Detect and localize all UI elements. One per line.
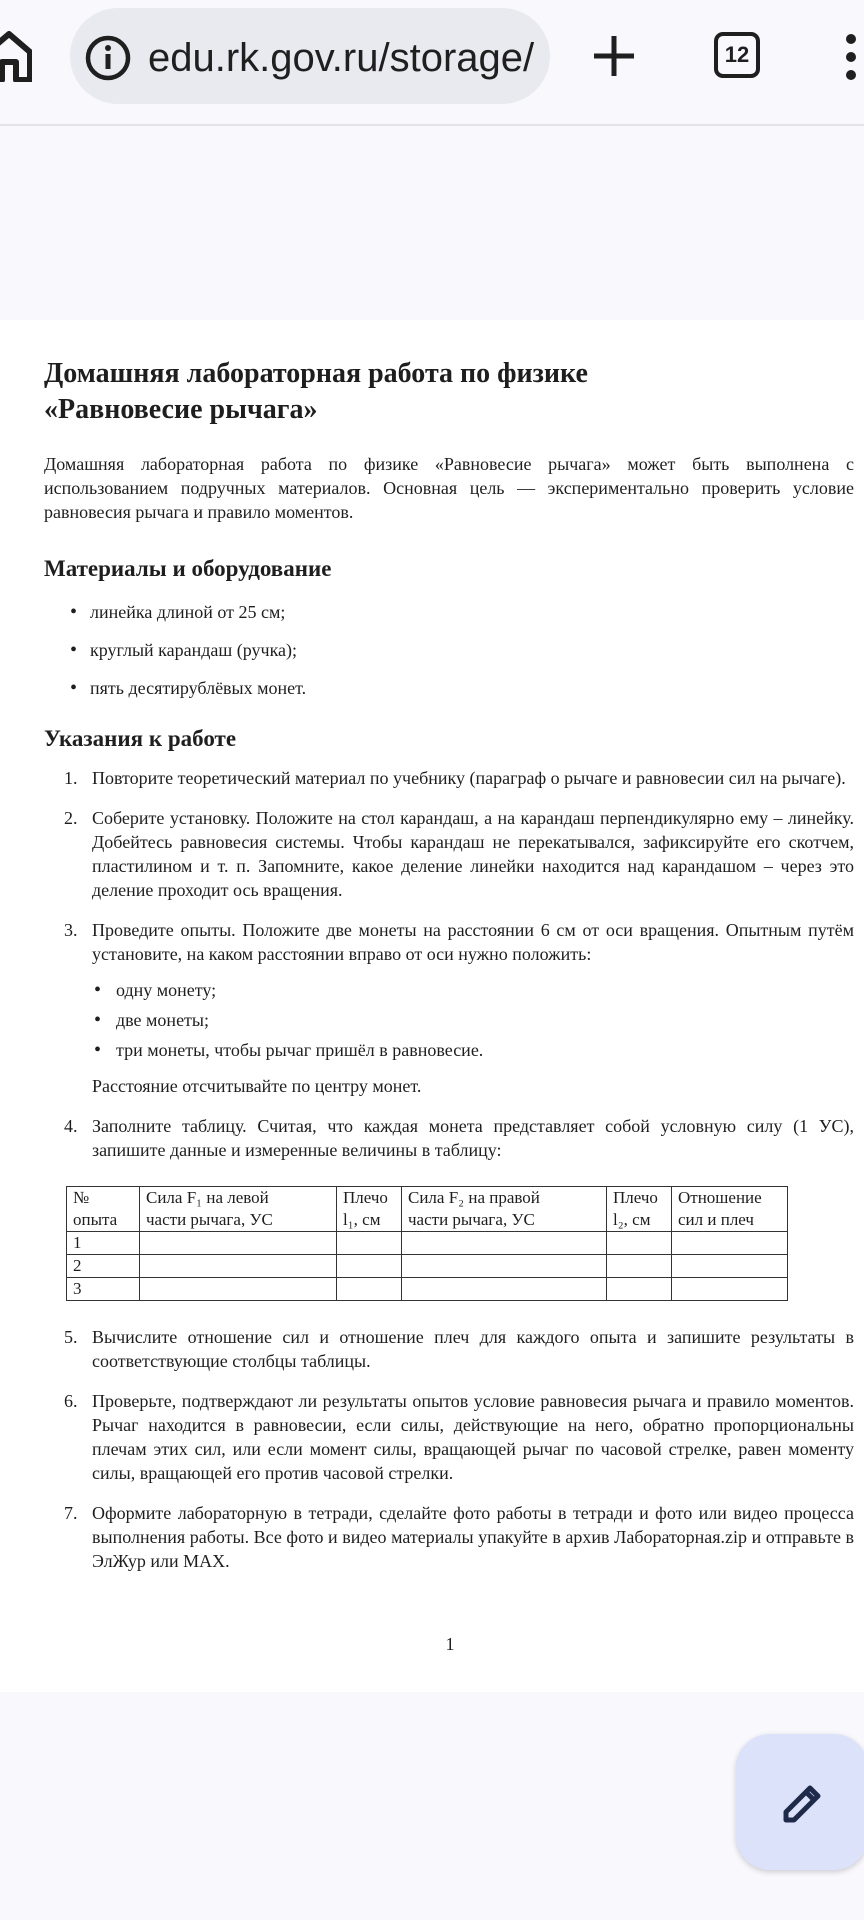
tab-switcher-button[interactable] (714, 32, 760, 78)
step3-sublist (92, 978, 854, 1062)
list-item: • пять десятирублёвых монет. (44, 676, 854, 700)
intro-paragraph: Домашняя лабораторная работа по физике «Равновесие рычага» может быть выполнена с использованием подручных материалов. Основная цель — экспериментально проверить условие равновесия рычага и правило моментов. (44, 454, 854, 522)
step-text: Оформите лабораторную в тетради, сделайте фото работы в тетради и фото или видео процесса выполнения работы. Все фото и видео материалы упакуйте в архив Лабораторная.zip и отправьте в ЭлЖур или MAX. (92, 1503, 854, 1571)
table-header: Сила F₁ на левой части рычага, УС (140, 1187, 337, 1232)
title-line-2: «Равновесие рычага» (44, 394, 318, 425)
pencil-icon (780, 1780, 826, 1826)
table-row (67, 1232, 788, 1255)
document-title (44, 356, 854, 428)
step-text: Вычислите отношение сил и отношение плеч для каждого опыта и запишите результаты в соответствующие столбцы таблицы. (92, 1327, 854, 1371)
table-header: Отношение сил и плеч (672, 1187, 788, 1232)
home-button[interactable] (0, 30, 32, 82)
materials-list (44, 600, 854, 700)
table-header: Плечо l₁, см (337, 1187, 402, 1232)
instructions-list (44, 766, 854, 1573)
new-tab-button[interactable] (592, 34, 636, 78)
list-item: • две монеты; (92, 1008, 854, 1032)
step-item (44, 766, 854, 790)
tab-count: 12 (724, 42, 750, 67)
step-item (44, 806, 854, 902)
step-item (44, 1501, 854, 1573)
step-item (44, 1389, 854, 1485)
page-number: 1 (445, 1634, 455, 1654)
list-item: • линейка длиной от 25 см; (44, 600, 854, 624)
step-text: Проведите опыты. Положите две монеты на расстоянии 6 см от оси вращения. Опытным путём установите, на каком расстоянии вправо от оси нужно положить: (92, 920, 854, 964)
materials-heading: Материалы и оборудование (44, 556, 332, 581)
table-row (67, 1278, 788, 1301)
step-text: Проверьте, подтверждают ли результаты опытов условие равновесия рычага и правило моментов. Рычаг находится в равновесии, если силы, действующие на него, обратно пропорциональны плечам этих сил, или если момент силы, вращающей рычаг по часовой стрелке, равен моменту силы, вращающей его против часовой стрелки. (92, 1391, 854, 1483)
edit-button[interactable] (736, 1734, 864, 1870)
home-icon (0, 30, 32, 82)
table-header-row (67, 1187, 788, 1232)
step-item (44, 918, 854, 1098)
data-table (66, 1186, 788, 1301)
step-text: Повторите теоретический материал по учебнику (параграф о рычаге и равновесии сил на рычаге). (92, 768, 846, 788)
step-number: 7. (64, 1503, 78, 1523)
plus-icon (592, 34, 636, 78)
url-text[interactable]: edu.rk.gov.ru/storage/ (148, 36, 535, 80)
step3-note: Расстояние отсчитывайте по центру монет. (92, 1076, 422, 1096)
step-number: 4. (64, 1116, 78, 1136)
step-text: Заполните таблицу. Считая, что каждая монета представляет собой условную силу (1 УС), запишите данные и измеренные величины в таблицу: (92, 1116, 854, 1160)
step-text: Соберите установку. Положите на стол карандаш, а на карандаш перпендикулярно ему – линейку. Добейтесь равновесия системы. Чтобы карандаш не перекатывался, зафиксируйте его скотчем, пластилином и т. п. Запомните, какое деление линейки находится над карандашом – через это деление проходит ось вращения. (92, 808, 854, 900)
pdf-page (0, 320, 864, 1692)
step-number: 2. (64, 808, 78, 828)
info-icon[interactable] (84, 34, 132, 82)
list-item: • три монеты, чтобы рычаг пришёл в равновесие. (92, 1038, 854, 1062)
table-row (67, 1255, 788, 1278)
more-vert-icon[interactable] (846, 34, 860, 80)
address-bar[interactable] (70, 8, 550, 104)
table-header: Плечо l₂, см (607, 1187, 672, 1232)
step-number: 3. (64, 920, 78, 940)
instructions-heading: Указания к работе (44, 726, 237, 751)
title-line-1: Домашняя лабораторная работа по физике (44, 358, 588, 389)
page-content (44, 356, 854, 1589)
browser-toolbar (0, 0, 864, 126)
table-cell: 3 (67, 1278, 140, 1301)
step-item (44, 1325, 854, 1373)
step-item (44, 1114, 854, 1301)
table-cell: 2 (67, 1255, 140, 1278)
table-cell: 1 (67, 1232, 140, 1255)
list-item: • круглый карандаш (ручка); (44, 638, 854, 662)
step-number: 6. (64, 1391, 78, 1411)
step-number: 5. (64, 1327, 78, 1347)
step-number: 1. (64, 768, 78, 788)
table-header: Сила F₂ на правой части рычага, УС (402, 1187, 607, 1232)
list-item: • одну монету; (92, 978, 854, 1002)
table-header: № опыта (67, 1187, 140, 1232)
